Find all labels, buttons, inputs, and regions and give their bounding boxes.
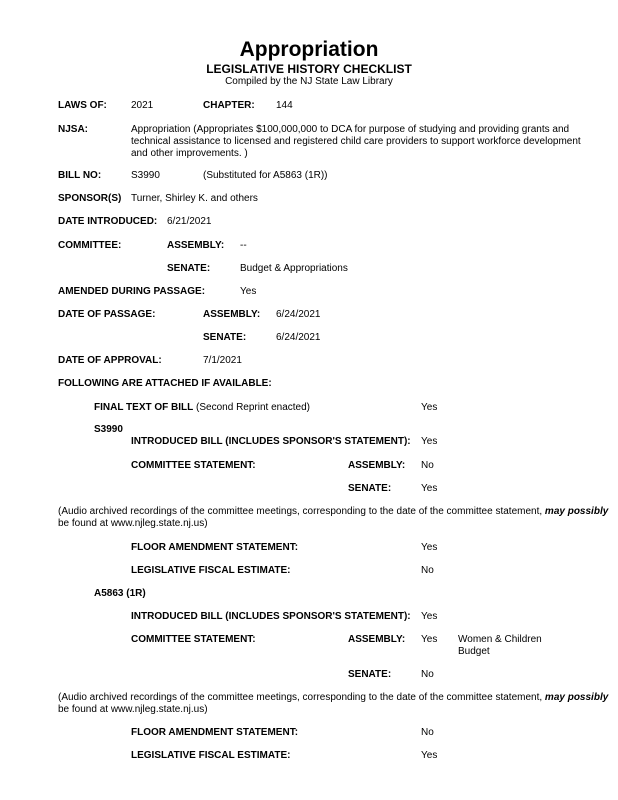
s3990-assembly-label: ASSEMBLY:	[348, 460, 406, 471]
s3990-senate-value: Yes	[421, 483, 438, 494]
bill-no-value: S3990	[131, 170, 160, 181]
audio-note-1-line2: be found at www.njleg.state.nj.us)	[58, 518, 208, 529]
a5863-senate-label: SENATE:	[348, 669, 392, 680]
attached-heading: FOLLOWING ARE ATTACHED IF AVAILABLE:	[58, 378, 272, 389]
s3990-floor-label: FLOOR AMENDMENT STATEMENT:	[131, 542, 299, 553]
final-text-row	[94, 402, 310, 414]
sponsors-label: SPONSOR(S)	[58, 193, 122, 204]
bill-no-label: BILL NO:	[58, 170, 102, 181]
a5863-floor-value: No	[421, 727, 434, 738]
committee-assembly-value: --	[240, 240, 247, 251]
s3990-floor-value: Yes	[421, 542, 438, 553]
amended-label: AMENDED DURING PASSAGE:	[58, 286, 206, 297]
date-of-passage-label: DATE OF PASSAGE:	[58, 309, 156, 320]
s3990-introduced-label: INTRODUCED BILL (INCLUDES SPONSOR'S STATEMENT):	[131, 436, 411, 447]
s3990-committee-label: COMMITTEE STATEMENT:	[131, 460, 256, 471]
compiled-by: Compiled by the NJ State Law Library	[225, 76, 393, 87]
passage-senate-value: 6/24/2021	[276, 332, 321, 343]
audio-note-1-emphasis: may possibly	[544, 506, 609, 517]
final-text-value: Yes	[421, 402, 438, 413]
date-of-approval-value: 7/1/2021	[203, 355, 242, 366]
s3990-senate-label: SENATE:	[348, 483, 392, 494]
committee-senate-label: SENATE:	[167, 263, 211, 274]
committee-assembly-label: ASSEMBLY:	[167, 240, 225, 251]
amended-value: Yes	[240, 286, 257, 297]
s3990-assembly-value: No	[421, 460, 434, 471]
njsa-label: NJSA:	[58, 124, 89, 135]
s3990-heading: S3990	[94, 424, 123, 435]
passage-senate-label: SENATE:	[203, 332, 247, 343]
audio-note-2	[58, 692, 608, 704]
a5863-heading: A5863 (1R)	[94, 588, 146, 599]
audio-note-2-emphasis: may possibly	[544, 692, 609, 703]
passage-assembly-label: ASSEMBLY:	[203, 309, 261, 320]
audio-note-1-text: (Audio archived recordings of the committee meetings, corresponding to the date of the committee statement,	[58, 506, 545, 517]
committee-label: COMMITTEE:	[58, 240, 122, 251]
date-of-approval-label: DATE OF APPROVAL:	[58, 355, 162, 366]
sponsors-value: Turner, Shirley K. and others	[131, 193, 258, 204]
a5863-fiscal-value: Yes	[421, 750, 438, 761]
passage-assembly-value: 6/24/2021	[276, 309, 321, 320]
final-text-note: (Second Reprint enacted)	[196, 402, 311, 413]
committee-senate-value: Budget & Appropriations	[240, 263, 348, 274]
page-title: Appropriation	[239, 38, 379, 61]
s3990-fiscal-value: No	[421, 565, 434, 576]
audio-note-2-text: (Audio archived recordings of the committee meetings, corresponding to the date of the committee statement,	[58, 692, 545, 703]
date-introduced-value: 6/21/2021	[167, 216, 212, 227]
a5863-introduced-value: Yes	[421, 611, 438, 622]
a5863-fiscal-label: LEGISLATIVE FISCAL ESTIMATE:	[131, 750, 291, 761]
laws-of-year: 2021	[131, 100, 154, 111]
a5863-senate-value: No	[421, 669, 434, 680]
page-subtitle: LEGISLATIVE HISTORY CHECKLIST	[206, 62, 412, 76]
a5863-introduced-label: INTRODUCED BILL (INCLUDES SPONSOR'S STATEMENT):	[131, 611, 411, 622]
a5863-floor-label: FLOOR AMENDMENT STATEMENT:	[131, 727, 299, 738]
s3990-introduced-value: Yes	[421, 436, 438, 447]
bill-substituted: (Substituted for A5863 (1R))	[203, 170, 328, 181]
laws-of-label: LAWS OF:	[58, 100, 107, 111]
audio-note-1	[58, 506, 608, 518]
chapter-value: 144	[276, 100, 293, 111]
final-text-label: FINAL TEXT OF BILL	[94, 402, 194, 413]
a5863-assembly-label: ASSEMBLY:	[348, 634, 406, 645]
date-introduced-label: DATE INTRODUCED:	[58, 216, 158, 227]
a5863-assembly-committee-1: Women & Children	[458, 634, 542, 645]
audio-note-2-line2: be found at www.njleg.state.nj.us)	[58, 704, 208, 715]
chapter-label: CHAPTER:	[203, 100, 255, 111]
a5863-assembly-value: Yes	[421, 634, 438, 645]
s3990-fiscal-label: LEGISLATIVE FISCAL ESTIMATE:	[131, 565, 291, 576]
njsa-text: Appropriation (Appropriates $100,000,000 to DCA for purpose of studying and providing grants and technical assistance to licensed and registered child care providers to support workforce development and other improvements. )	[131, 124, 581, 159]
a5863-committee-label: COMMITTEE STATEMENT:	[131, 634, 256, 645]
a5863-assembly-committee-2: Budget	[458, 646, 490, 657]
